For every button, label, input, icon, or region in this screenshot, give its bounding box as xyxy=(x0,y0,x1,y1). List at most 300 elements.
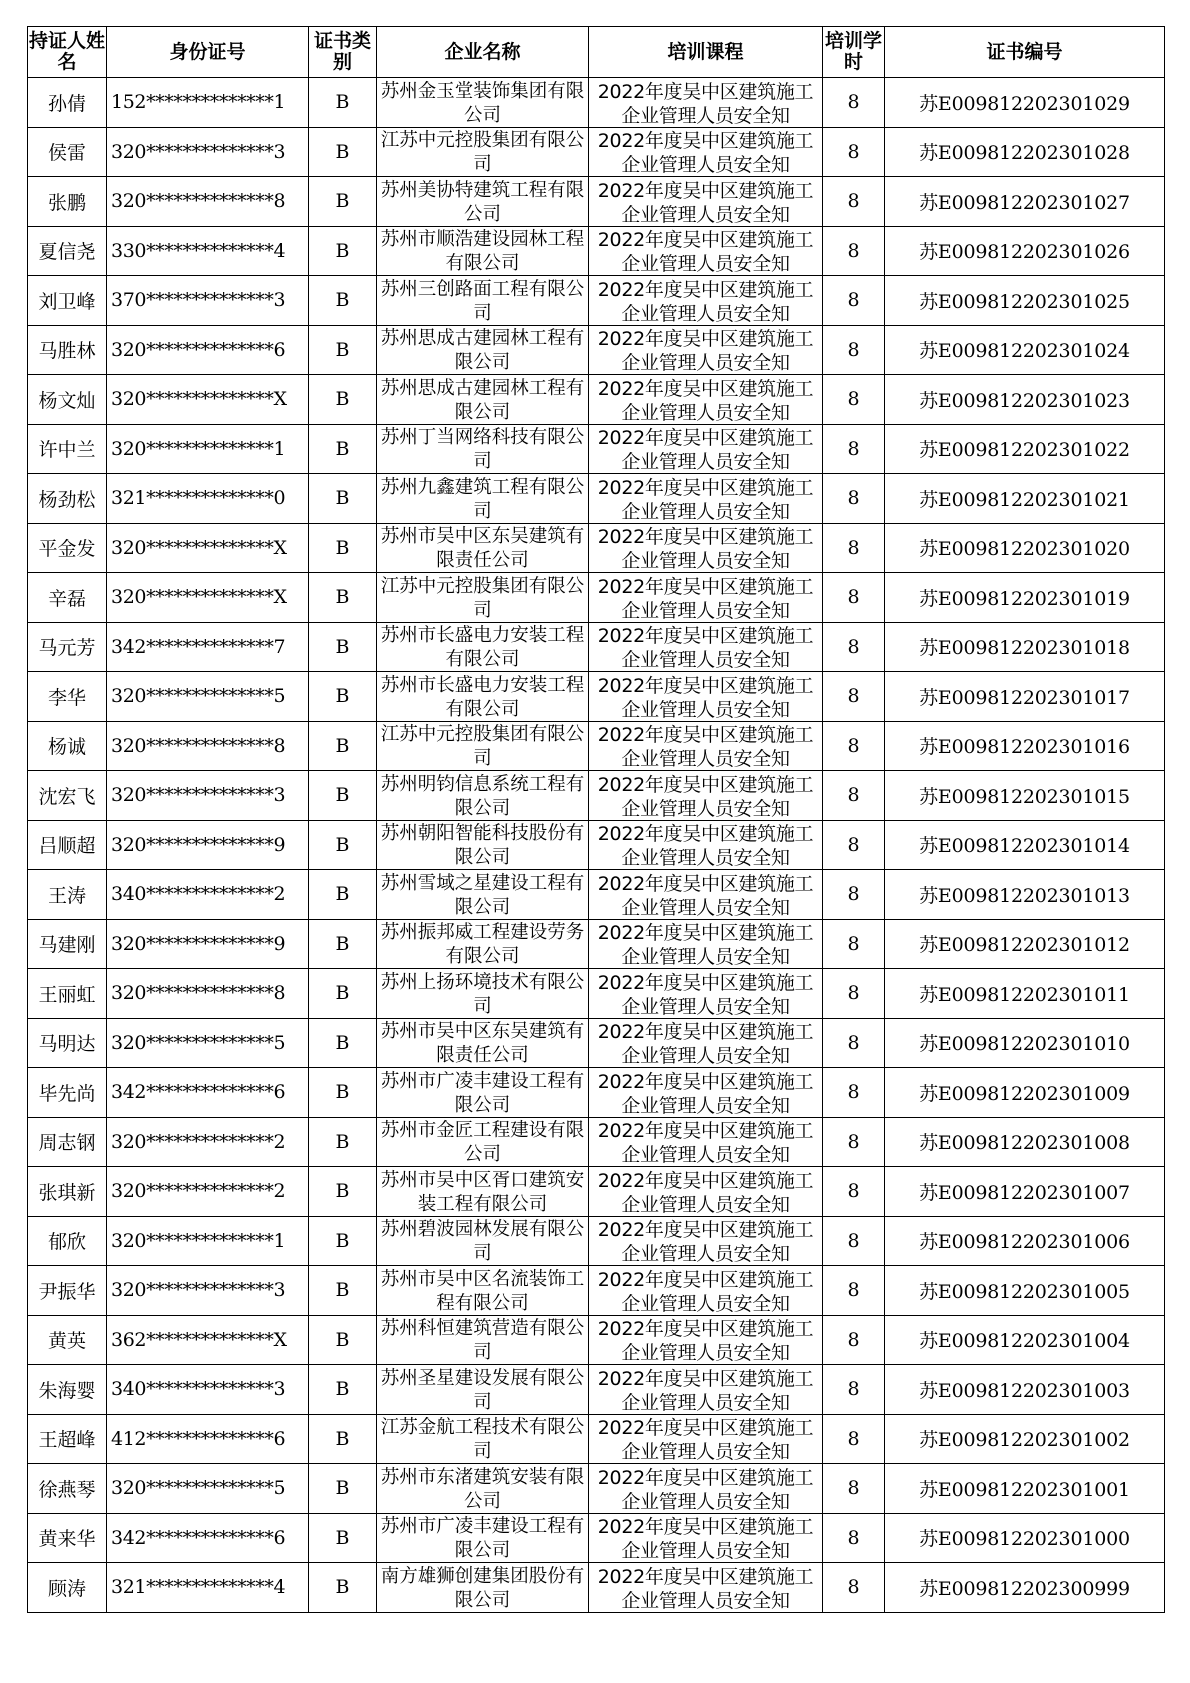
course-cell xyxy=(589,672,823,722)
company-cell xyxy=(377,424,589,474)
holder-name: 刘卫峰 xyxy=(28,276,107,326)
holder-name: 杨劲松 xyxy=(28,474,107,524)
course-cell xyxy=(589,127,823,177)
cert-type: B xyxy=(309,1068,377,1118)
holder-name: 马明达 xyxy=(28,1018,107,1068)
course-cell xyxy=(589,1315,823,1365)
company-name: 苏州美协特建筑工程有限公司 xyxy=(380,179,585,225)
company-name: 苏州市长盛电力安装工程有限公司 xyxy=(380,625,585,671)
cert-type: B xyxy=(309,1365,377,1415)
company-name: 江苏金航工程技术有限公司 xyxy=(380,1417,585,1463)
cert-number: 苏E009812202301007 xyxy=(885,1167,1165,1217)
cert-number: 苏E009812202301004 xyxy=(885,1315,1165,1365)
cert-type: B xyxy=(309,672,377,722)
course-name: 2022年度吴中区建筑施工企业管理人员安全知 xyxy=(597,130,814,176)
course-name: 2022年度吴中区建筑施工企业管理人员安全知 xyxy=(597,278,814,324)
cert-type: B xyxy=(309,622,377,672)
course-cell xyxy=(589,1513,823,1563)
training-hours: 8 xyxy=(823,969,885,1019)
certificate-roster-table xyxy=(27,26,1165,1613)
training-hours: 8 xyxy=(823,523,885,573)
training-hours: 8 xyxy=(823,276,885,326)
holder-name: 沈宏飞 xyxy=(28,771,107,821)
header-name: 持证人姓名 xyxy=(28,27,107,78)
id-number: 320**************X xyxy=(107,375,309,425)
course-name: 2022年度吴中区建筑施工企业管理人员安全知 xyxy=(597,526,814,572)
table-row xyxy=(28,672,1165,722)
cert-number: 苏E009812202301023 xyxy=(885,375,1165,425)
cert-number: 苏E009812202301015 xyxy=(885,771,1165,821)
company-cell xyxy=(377,325,589,375)
training-hours: 8 xyxy=(823,226,885,276)
table-row xyxy=(28,573,1165,623)
header-id-number: 身份证号 xyxy=(107,27,309,78)
table-row xyxy=(28,375,1165,425)
company-name: 苏州市吴中区东吴建筑有限责任公司 xyxy=(380,1021,585,1067)
course-name: 2022年度吴中区建筑施工企业管理人员安全知 xyxy=(597,80,814,126)
table-row xyxy=(28,78,1165,128)
course-name: 2022年度吴中区建筑施工企业管理人员安全知 xyxy=(597,427,814,473)
training-hours: 8 xyxy=(823,375,885,425)
cert-type: B xyxy=(309,474,377,524)
training-hours: 8 xyxy=(823,1266,885,1316)
cert-number: 苏E009812202301008 xyxy=(885,1117,1165,1167)
table-row xyxy=(28,474,1165,524)
course-name: 2022年度吴中区建筑施工企业管理人员安全知 xyxy=(597,1466,814,1512)
table-row xyxy=(28,820,1165,870)
course-cell xyxy=(589,969,823,1019)
id-number: 320**************3 xyxy=(107,127,309,177)
course-name: 2022年度吴中区建筑施工企业管理人员安全知 xyxy=(597,625,814,671)
company-cell xyxy=(377,1216,589,1266)
cert-type: B xyxy=(309,127,377,177)
company-cell xyxy=(377,78,589,128)
id-number: 321**************4 xyxy=(107,1563,309,1613)
table-row xyxy=(28,1018,1165,1068)
course-name: 2022年度吴中区建筑施工企业管理人员安全知 xyxy=(597,1318,814,1364)
course-name: 2022年度吴中区建筑施工企业管理人员安全知 xyxy=(597,971,814,1017)
cert-number: 苏E009812202301005 xyxy=(885,1266,1165,1316)
holder-name: 郁欣 xyxy=(28,1216,107,1266)
company-cell xyxy=(377,1464,589,1514)
company-cell xyxy=(377,523,589,573)
table-row xyxy=(28,1216,1165,1266)
holder-name: 马建刚 xyxy=(28,919,107,969)
table-row xyxy=(28,127,1165,177)
holder-name: 杨诚 xyxy=(28,721,107,771)
id-number: 320**************9 xyxy=(107,820,309,870)
holder-name: 黄来华 xyxy=(28,1513,107,1563)
company-cell xyxy=(377,672,589,722)
company-name: 苏州丁当网络科技有限公司 xyxy=(380,427,585,473)
course-name: 2022年度吴中区建筑施工企业管理人员安全知 xyxy=(597,1070,814,1116)
course-cell xyxy=(589,1018,823,1068)
course-cell xyxy=(589,1068,823,1118)
training-hours: 8 xyxy=(823,672,885,722)
cert-type: B xyxy=(309,820,377,870)
cert-type: B xyxy=(309,1563,377,1613)
company-cell xyxy=(377,276,589,326)
course-name: 2022年度吴中区建筑施工企业管理人员安全知 xyxy=(597,575,814,621)
cert-number: 苏E009812202301020 xyxy=(885,523,1165,573)
cert-type: B xyxy=(309,1216,377,1266)
course-name: 2022年度吴中区建筑施工企业管理人员安全知 xyxy=(597,229,814,275)
training-hours: 8 xyxy=(823,325,885,375)
cert-type: B xyxy=(309,969,377,1019)
holder-name: 王超峰 xyxy=(28,1414,107,1464)
holder-name: 夏信尧 xyxy=(28,226,107,276)
company-cell xyxy=(377,127,589,177)
cert-number: 苏E009812202301028 xyxy=(885,127,1165,177)
table-row xyxy=(28,523,1165,573)
cert-number: 苏E009812202301021 xyxy=(885,474,1165,524)
training-hours: 8 xyxy=(823,1464,885,1514)
course-name: 2022年度吴中区建筑施工企业管理人员安全知 xyxy=(597,724,814,770)
company-cell xyxy=(377,721,589,771)
training-hours: 8 xyxy=(823,1563,885,1613)
id-number: 320**************3 xyxy=(107,771,309,821)
holder-name: 杨文灿 xyxy=(28,375,107,425)
id-number: 320**************5 xyxy=(107,672,309,722)
company-name: 苏州振邦威工程建设劳务有限公司 xyxy=(380,922,585,968)
course-cell xyxy=(589,919,823,969)
cert-number: 苏E009812202301017 xyxy=(885,672,1165,722)
course-cell xyxy=(589,1266,823,1316)
course-cell xyxy=(589,870,823,920)
company-cell xyxy=(377,1167,589,1217)
header-company: 企业名称 xyxy=(377,27,589,78)
holder-name: 平金发 xyxy=(28,523,107,573)
training-hours: 8 xyxy=(823,1018,885,1068)
course-name: 2022年度吴中区建筑施工企业管理人员安全知 xyxy=(597,773,814,819)
id-number: 320**************5 xyxy=(107,1018,309,1068)
course-cell xyxy=(589,276,823,326)
training-hours: 8 xyxy=(823,1365,885,1415)
course-cell xyxy=(589,721,823,771)
company-cell xyxy=(377,771,589,821)
company-cell xyxy=(377,820,589,870)
cert-type: B xyxy=(309,721,377,771)
table-row xyxy=(28,622,1165,672)
roster-body xyxy=(28,78,1165,1613)
company-name: 苏州科恒建筑营造有限公司 xyxy=(380,1318,585,1364)
cert-type: B xyxy=(309,1414,377,1464)
course-cell xyxy=(589,177,823,227)
id-number: 342**************7 xyxy=(107,622,309,672)
company-name: 苏州市广凌丰建设工程有限公司 xyxy=(380,1516,585,1562)
cert-number: 苏E009812202301018 xyxy=(885,622,1165,672)
cert-type: B xyxy=(309,375,377,425)
cert-type: B xyxy=(309,325,377,375)
cert-type: B xyxy=(309,177,377,227)
id-number: 320**************1 xyxy=(107,1216,309,1266)
cert-type: B xyxy=(309,226,377,276)
company-name: 苏州市顺浩建设园林工程有限公司 xyxy=(380,229,585,275)
course-name: 2022年度吴中区建筑施工企业管理人员安全知 xyxy=(597,476,814,522)
training-hours: 8 xyxy=(823,1315,885,1365)
course-cell xyxy=(589,1464,823,1514)
cert-number: 苏E009812202301019 xyxy=(885,573,1165,623)
company-cell xyxy=(377,1018,589,1068)
company-cell xyxy=(377,375,589,425)
course-name: 2022年度吴中区建筑施工企业管理人员安全知 xyxy=(597,1516,814,1562)
cert-type: B xyxy=(309,870,377,920)
id-number: 342**************6 xyxy=(107,1513,309,1563)
company-cell xyxy=(377,1365,589,1415)
company-name: 苏州金玉堂装饰集团有限公司 xyxy=(380,80,585,126)
id-number: 320**************8 xyxy=(107,721,309,771)
training-hours: 8 xyxy=(823,78,885,128)
holder-name: 王涛 xyxy=(28,870,107,920)
holder-name: 许中兰 xyxy=(28,424,107,474)
header-row xyxy=(28,27,1165,78)
table-row xyxy=(28,1365,1165,1415)
course-name: 2022年度吴中区建筑施工企业管理人员安全知 xyxy=(597,674,814,720)
cert-type: B xyxy=(309,424,377,474)
company-cell xyxy=(377,870,589,920)
id-number: 330**************4 xyxy=(107,226,309,276)
cert-type: B xyxy=(309,276,377,326)
cert-number: 苏E009812202301024 xyxy=(885,325,1165,375)
course-cell xyxy=(589,226,823,276)
course-name: 2022年度吴中区建筑施工企业管理人员安全知 xyxy=(597,823,814,869)
table-row xyxy=(28,969,1165,1019)
table-row xyxy=(28,771,1165,821)
course-cell xyxy=(589,474,823,524)
company-cell xyxy=(377,1266,589,1316)
table-row xyxy=(28,1167,1165,1217)
company-cell xyxy=(377,1068,589,1118)
cert-type: B xyxy=(309,919,377,969)
cert-number: 苏E009812202301026 xyxy=(885,226,1165,276)
table-row xyxy=(28,1315,1165,1365)
table-row xyxy=(28,721,1165,771)
cert-type: B xyxy=(309,573,377,623)
company-name: 苏州明钧信息系统工程有限公司 xyxy=(380,773,585,819)
holder-name: 孙倩 xyxy=(28,78,107,128)
course-name: 2022年度吴中区建筑施工企业管理人员安全知 xyxy=(597,179,814,225)
cert-type: B xyxy=(309,1018,377,1068)
training-hours: 8 xyxy=(823,919,885,969)
course-cell xyxy=(589,1365,823,1415)
header-cert-number: 证书编号 xyxy=(885,27,1165,78)
course-name: 2022年度吴中区建筑施工企业管理人员安全知 xyxy=(597,1021,814,1067)
course-name: 2022年度吴中区建筑施工企业管理人员安全知 xyxy=(597,1120,814,1166)
header-hours: 培训学时 xyxy=(823,27,885,78)
course-name: 2022年度吴中区建筑施工企业管理人员安全知 xyxy=(597,1417,814,1463)
cert-number: 苏E009812202301027 xyxy=(885,177,1165,227)
company-cell xyxy=(377,919,589,969)
id-number: 320**************8 xyxy=(107,969,309,1019)
cert-number: 苏E009812202301002 xyxy=(885,1414,1165,1464)
table-row xyxy=(28,1266,1165,1316)
training-hours: 8 xyxy=(823,771,885,821)
course-cell xyxy=(589,771,823,821)
company-cell xyxy=(377,1117,589,1167)
id-number: 320**************3 xyxy=(107,1266,309,1316)
course-name: 2022年度吴中区建筑施工企业管理人员安全知 xyxy=(597,1219,814,1265)
course-cell xyxy=(589,1216,823,1266)
cert-type: B xyxy=(309,1117,377,1167)
course-name: 2022年度吴中区建筑施工企业管理人员安全知 xyxy=(597,872,814,918)
course-name: 2022年度吴中区建筑施工企业管理人员安全知 xyxy=(597,1169,814,1215)
id-number: 320**************X xyxy=(107,573,309,623)
company-name: 南方雄狮创建集团股份有限公司 xyxy=(380,1565,585,1611)
cert-type: B xyxy=(309,1266,377,1316)
id-number: 320**************6 xyxy=(107,325,309,375)
id-number: 152**************1 xyxy=(107,78,309,128)
course-name: 2022年度吴中区建筑施工企业管理人员安全知 xyxy=(597,377,814,423)
company-name: 苏州思成古建园林工程有限公司 xyxy=(380,328,585,374)
cert-number: 苏E009812202301029 xyxy=(885,78,1165,128)
cert-number: 苏E009812202301011 xyxy=(885,969,1165,1019)
table-row xyxy=(28,276,1165,326)
holder-name: 马胜林 xyxy=(28,325,107,375)
table-row xyxy=(28,1414,1165,1464)
course-cell xyxy=(589,424,823,474)
table-row xyxy=(28,870,1165,920)
holder-name: 马元芳 xyxy=(28,622,107,672)
cert-number: 苏E009812202301003 xyxy=(885,1365,1165,1415)
company-name: 江苏中元控股集团有限公司 xyxy=(380,575,585,621)
holder-name: 张琪新 xyxy=(28,1167,107,1217)
table-row xyxy=(28,1117,1165,1167)
id-number: 321**************0 xyxy=(107,474,309,524)
training-hours: 8 xyxy=(823,721,885,771)
id-number: 320**************9 xyxy=(107,919,309,969)
cert-type: B xyxy=(309,771,377,821)
holder-name: 顾涛 xyxy=(28,1563,107,1613)
training-hours: 8 xyxy=(823,1414,885,1464)
course-cell xyxy=(589,523,823,573)
training-hours: 8 xyxy=(823,1068,885,1118)
company-name: 苏州市金匠工程建设有限公司 xyxy=(380,1120,585,1166)
cert-number: 苏E009812202301014 xyxy=(885,820,1165,870)
company-cell xyxy=(377,1315,589,1365)
company-name: 苏州雪域之星建设工程有限公司 xyxy=(380,872,585,918)
company-cell xyxy=(377,622,589,672)
company-name: 苏州思成古建园林工程有限公司 xyxy=(380,377,585,423)
header-course: 培训课程 xyxy=(589,27,823,78)
company-cell xyxy=(377,1513,589,1563)
training-hours: 8 xyxy=(823,1117,885,1167)
company-name: 苏州九鑫建筑工程有限公司 xyxy=(380,476,585,522)
holder-name: 毕先尚 xyxy=(28,1068,107,1118)
company-name: 苏州朝阳智能科技股份有限公司 xyxy=(380,823,585,869)
cert-number: 苏E009812202301012 xyxy=(885,919,1165,969)
cert-number: 苏E009812202301022 xyxy=(885,424,1165,474)
course-cell xyxy=(589,1117,823,1167)
table-row xyxy=(28,1563,1165,1613)
company-name: 江苏中元控股集团有限公司 xyxy=(380,130,585,176)
cert-number: 苏E009812202301001 xyxy=(885,1464,1165,1514)
table-row xyxy=(28,1464,1165,1514)
training-hours: 8 xyxy=(823,573,885,623)
holder-name: 张鹏 xyxy=(28,177,107,227)
company-name: 苏州上扬环境技术有限公司 xyxy=(380,971,585,1017)
cert-number: 苏E009812202300999 xyxy=(885,1563,1165,1613)
company-name: 苏州三创路面工程有限公司 xyxy=(380,278,585,324)
company-cell xyxy=(377,177,589,227)
table-row xyxy=(28,424,1165,474)
course-cell xyxy=(589,1167,823,1217)
training-hours: 8 xyxy=(823,177,885,227)
course-name: 2022年度吴中区建筑施工企业管理人员安全知 xyxy=(597,1268,814,1314)
company-name: 苏州市东渚建筑安装有限公司 xyxy=(380,1466,585,1512)
table-row xyxy=(28,226,1165,276)
cert-type: B xyxy=(309,1464,377,1514)
id-number: 342**************6 xyxy=(107,1068,309,1118)
id-number: 320**************8 xyxy=(107,177,309,227)
course-name: 2022年度吴中区建筑施工企业管理人员安全知 xyxy=(597,1367,814,1413)
id-number: 340**************3 xyxy=(107,1365,309,1415)
holder-name: 徐燕琴 xyxy=(28,1464,107,1514)
company-cell xyxy=(377,969,589,1019)
company-name: 苏州市吴中区东吴建筑有限责任公司 xyxy=(380,526,585,572)
course-name: 2022年度吴中区建筑施工企业管理人员安全知 xyxy=(597,1565,814,1611)
table-row xyxy=(28,1068,1165,1118)
company-cell xyxy=(377,1563,589,1613)
company-cell xyxy=(377,226,589,276)
course-cell xyxy=(589,78,823,128)
training-hours: 8 xyxy=(823,1216,885,1266)
cert-type: B xyxy=(309,1167,377,1217)
id-number: 320**************2 xyxy=(107,1117,309,1167)
holder-name: 侯雷 xyxy=(28,127,107,177)
company-name: 苏州碧波园林发展有限公司 xyxy=(380,1219,585,1265)
training-hours: 8 xyxy=(823,474,885,524)
company-cell xyxy=(377,474,589,524)
training-hours: 8 xyxy=(823,622,885,672)
cert-type: B xyxy=(309,523,377,573)
training-hours: 8 xyxy=(823,127,885,177)
holder-name: 尹振华 xyxy=(28,1266,107,1316)
course-name: 2022年度吴中区建筑施工企业管理人员安全知 xyxy=(597,922,814,968)
cert-number: 苏E009812202301016 xyxy=(885,721,1165,771)
cert-number: 苏E009812202301025 xyxy=(885,276,1165,326)
id-number: 320**************1 xyxy=(107,424,309,474)
course-cell xyxy=(589,573,823,623)
cert-type: B xyxy=(309,1315,377,1365)
id-number: 370**************3 xyxy=(107,276,309,326)
holder-name: 黄英 xyxy=(28,1315,107,1365)
cert-type: B xyxy=(309,78,377,128)
id-number: 320**************X xyxy=(107,523,309,573)
course-cell xyxy=(589,820,823,870)
holder-name: 吕顺超 xyxy=(28,820,107,870)
company-cell xyxy=(377,1414,589,1464)
training-hours: 8 xyxy=(823,820,885,870)
table-row xyxy=(28,325,1165,375)
cert-number: 苏E009812202301000 xyxy=(885,1513,1165,1563)
course-cell xyxy=(589,375,823,425)
training-hours: 8 xyxy=(823,1167,885,1217)
training-hours: 8 xyxy=(823,870,885,920)
holder-name: 周志钢 xyxy=(28,1117,107,1167)
holder-name: 朱海婴 xyxy=(28,1365,107,1415)
course-name: 2022年度吴中区建筑施工企业管理人员安全知 xyxy=(597,328,814,374)
id-number: 320**************2 xyxy=(107,1167,309,1217)
table-row xyxy=(28,177,1165,227)
cert-number: 苏E009812202301006 xyxy=(885,1216,1165,1266)
holder-name: 王丽虹 xyxy=(28,969,107,1019)
course-cell xyxy=(589,325,823,375)
course-cell xyxy=(589,622,823,672)
holder-name: 李华 xyxy=(28,672,107,722)
course-cell xyxy=(589,1563,823,1613)
cert-type: B xyxy=(309,1513,377,1563)
company-name: 苏州市广凌丰建设工程有限公司 xyxy=(380,1070,585,1116)
